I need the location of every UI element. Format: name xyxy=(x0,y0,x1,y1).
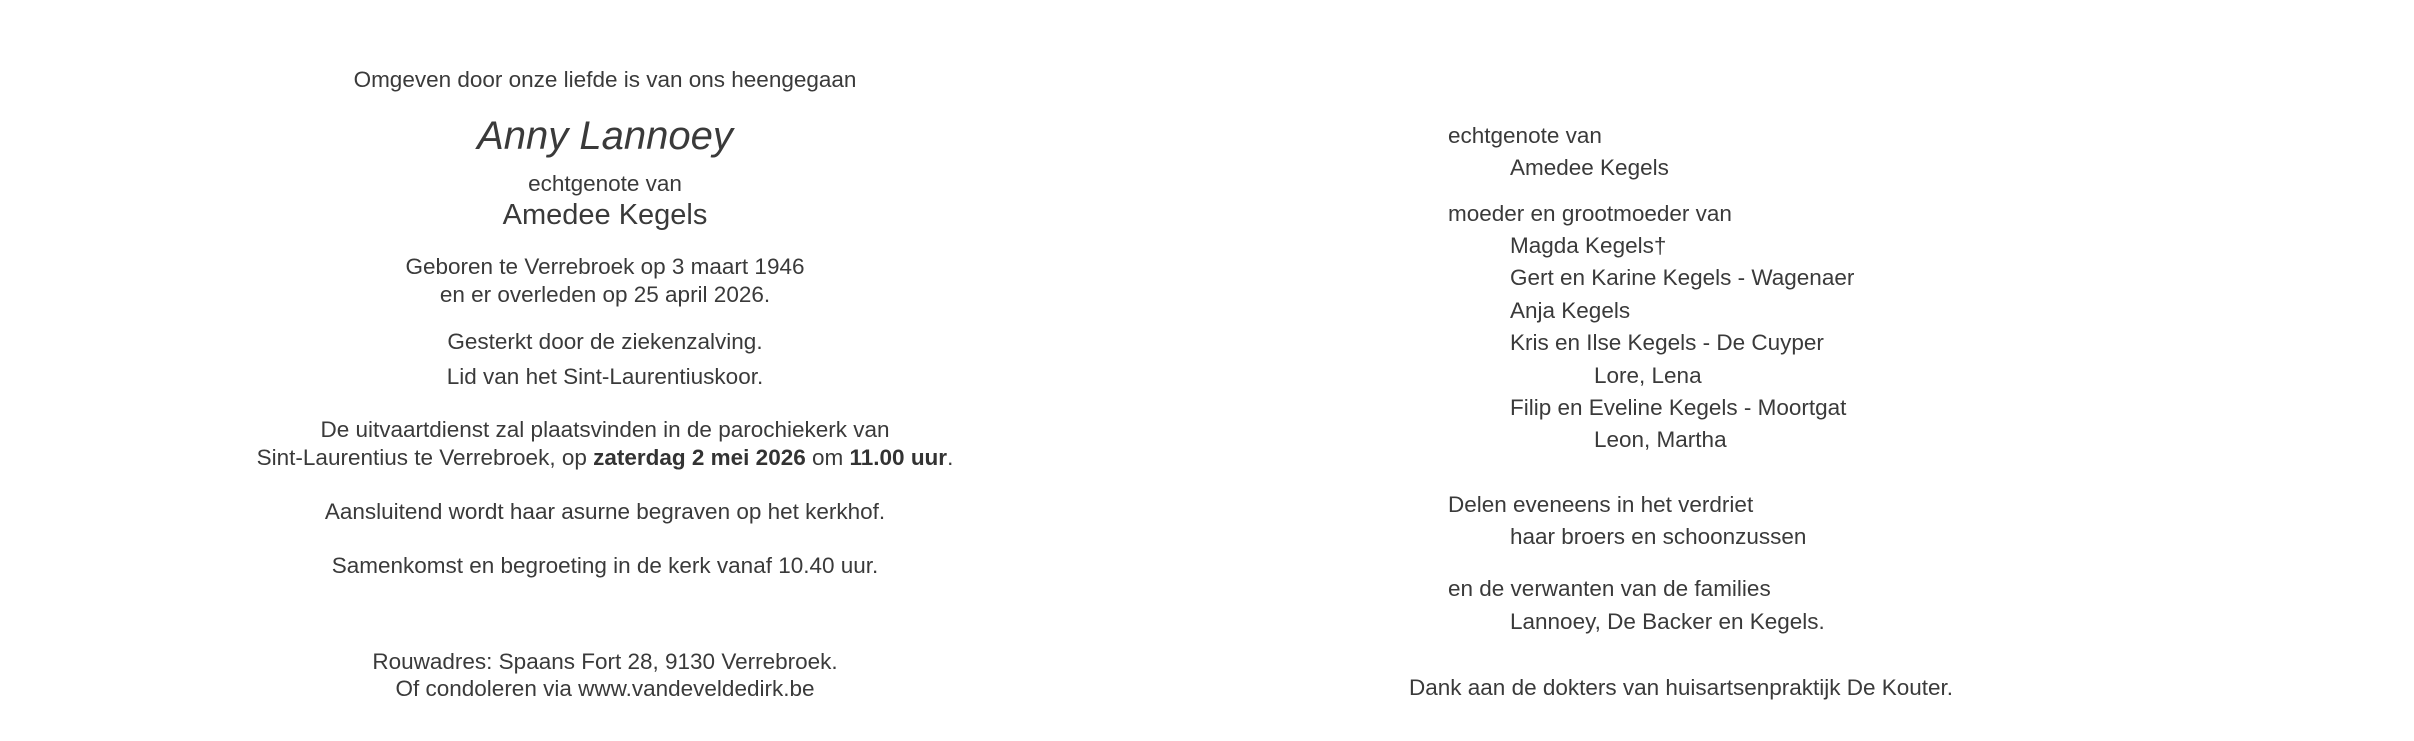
thanks-text: Dank aan de dokters van huisartsenpraktijk De Kouter. xyxy=(1409,675,1954,700)
spouse-label: echtgenote van xyxy=(528,171,682,196)
right-spouse-label: echtgenote van xyxy=(1448,123,1602,148)
family-item: Gert en Karine Kegels - Wagenaer xyxy=(1510,265,1855,290)
address-text: Rouwadres: Spaans Fort 28, 9130 Verrebroek. xyxy=(372,649,838,674)
burial-text: Aansluitend wordt haar asurne begraven op het kerkhof. xyxy=(324,499,886,524)
choir-membership-text: Lid van het Sint-Laurentiuskoor. xyxy=(446,364,764,389)
family-item: Filip en Eveline Kegels - Moortgat xyxy=(1510,395,1847,420)
condolences-text: Of condoleren via www.vandeveldedirk.be xyxy=(395,676,815,701)
service-text-line1: De uitvaartdienst zal plaatsvinden in de parochiekerk van xyxy=(320,417,890,442)
spouse-name: Amedee Kegels xyxy=(502,199,708,231)
families-text: Lannoey, De Backer en Kegels. xyxy=(1510,609,1825,634)
family-item: Anja Kegels xyxy=(1510,298,1631,323)
service-prefix: Sint-Laurentius te Verrebroek, op xyxy=(256,445,594,470)
deceased-name: Anny Lannoey xyxy=(477,114,733,158)
grandchildren-item: Lore, Lena xyxy=(1594,363,1702,388)
service-mid: om xyxy=(805,445,850,470)
intro-text: Omgeven door onze liefde is van ons heengegaan xyxy=(353,67,857,92)
right-spouse-name: Amedee Kegels xyxy=(1510,155,1669,180)
share-label: Delen eveneens in het verdriet xyxy=(1448,492,1754,517)
service-date: zaterdag 2 mei 2026 xyxy=(593,445,806,470)
mother-label: moeder en grootmoeder van xyxy=(1448,201,1732,226)
service-end: . xyxy=(947,445,954,470)
siblings-text: haar broers en schoonzussen xyxy=(1510,524,1807,549)
grandchildren-item: Leon, Martha xyxy=(1594,427,1727,452)
sacrament-text: Gesterkt door de ziekenzalving. xyxy=(447,329,763,354)
service-time: 11.00 uur xyxy=(849,445,948,470)
relatives-label: en de verwanten van de families xyxy=(1448,576,1771,601)
death-text: en er overleden op 25 april 2026. xyxy=(439,282,771,307)
family-item: Magda Kegels† xyxy=(1510,233,1667,258)
gathering-text: Samenkomst en begroeting in de kerk vanaf 10.40 uur. xyxy=(331,553,879,578)
birth-text: Geboren te Verrebroek op 3 maart 1946 xyxy=(405,254,805,279)
service-text-line2 xyxy=(190,444,1020,472)
family-item: Kris en Ilse Kegels - De Cuyper xyxy=(1510,330,1824,355)
